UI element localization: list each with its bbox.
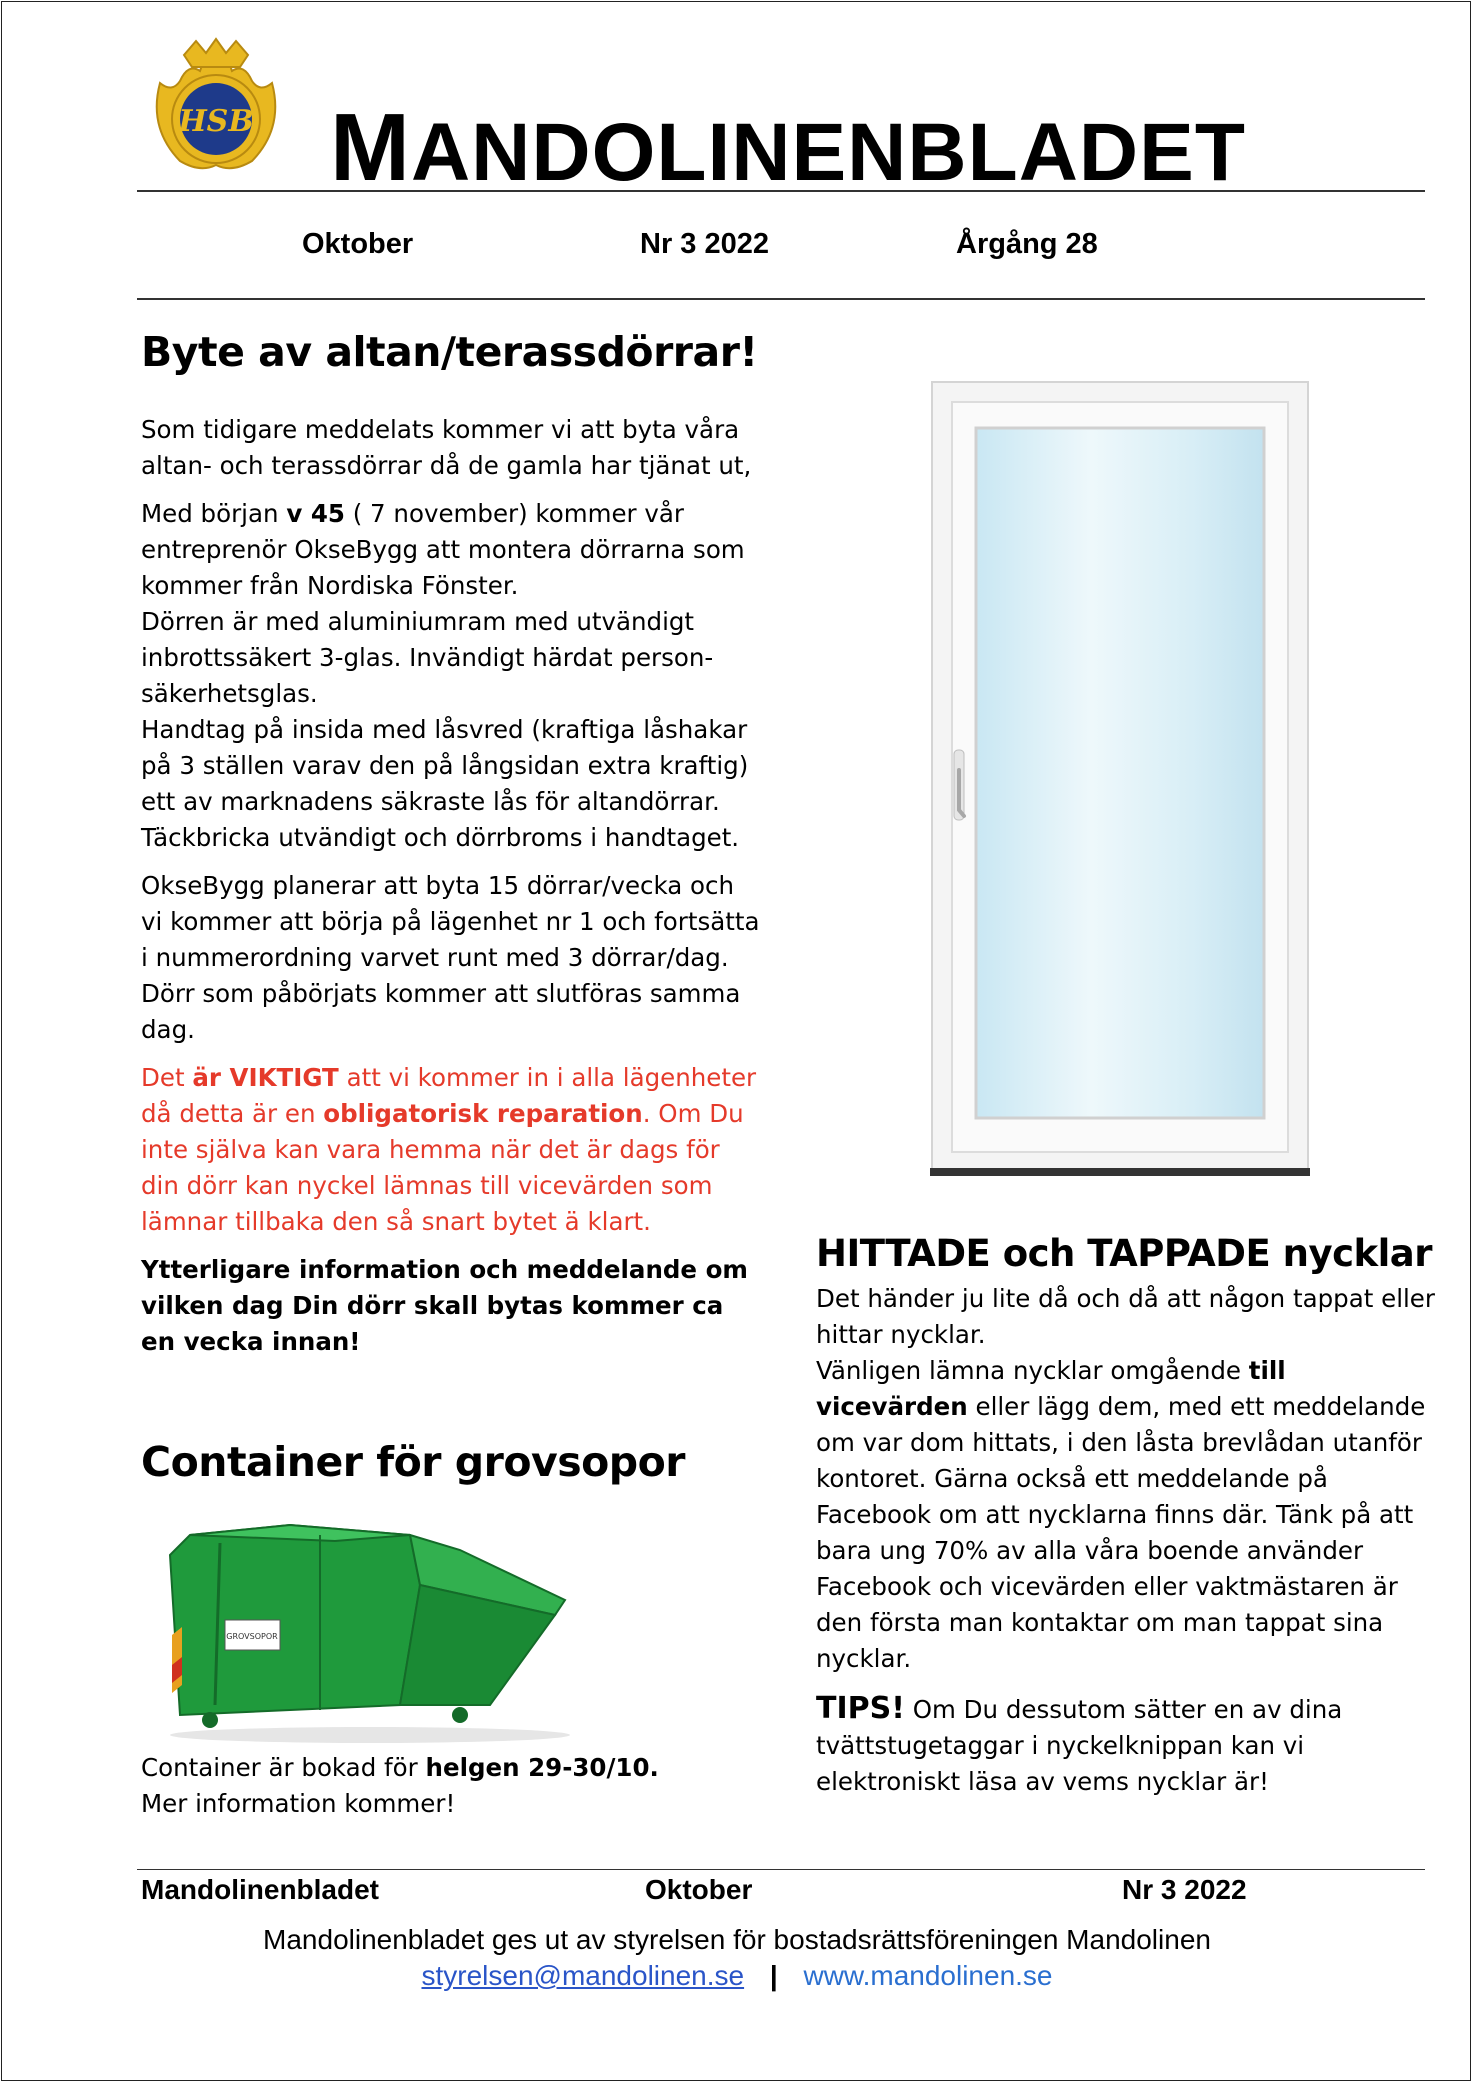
article-doors-important: Det är VIKTIGT att vi kommer in i alla lägenheter då detta är en obligatorisk reparation. Om Du inte själva kan vara hemma när det är dags för din dörr kan nyckel lämnas till vicevärden som lämnar tillbaka den så snart bytet ä klart. — [141, 1063, 757, 1236]
issue-number: Nr 3 2022 — [640, 228, 769, 260]
footer-website-link[interactable]: www.mandolinen.se — [803, 1960, 1053, 1991]
footer-email-link[interactable]: styrelsen@mandolinen.se — [421, 1960, 745, 1991]
issue-month: Oktober — [302, 228, 414, 260]
footer-number: Nr 3 2022 — [1122, 1874, 1247, 1905]
svg-text:HSB: HSB — [178, 104, 254, 139]
header-rule-bottom — [137, 298, 1425, 300]
article-doors — [141, 328, 761, 1372]
article-keys-body: Det händer ju lite då och då att någon tappat eller hittar nycklar. Vänligen lämna nycklar omgående till vicevärden eller lägg dem, med ett meddelande om var dom hittats, i den låsta brevlådan utanför kontoret. Gärna också ett meddelande på Facebook om att nycklarna finns där. Tänk på att bara ung 70% av alla våra boende använder Facebook och vicevärden eller vaktmästaren är den första man kontaktar om man tappat sina nycklar. — [816, 1284, 1435, 1673]
dumpster-container-icon — [160, 1515, 580, 1745]
masthead-title: MANDOLINENBLADET — [330, 94, 1246, 201]
article-doors-intro: Som tidigare meddelats kommer vi att byta våra altan- och terassdörrar då de gamla har tjänat ut, — [141, 415, 752, 480]
article-container-title: Container för grovsopor — [141, 1438, 686, 1486]
footer-contact — [0, 1960, 1474, 1992]
issue-volume: Årgång 28 — [956, 228, 1098, 260]
article-doors-title: Byte av altan/terassdörrar! — [141, 328, 758, 376]
footer-separator: | — [769, 1960, 778, 1991]
article-doors-more-info: Ytterligare information och meddelande om vilken dag Din dörr skall bytas kommer ca en vecka innan! — [141, 1255, 748, 1356]
footer-name: Mandolinenbladet — [141, 1874, 379, 1905]
article-doors-schedule: OkseBygg planerar att byta 15 dörrar/vecka och vi kommer att börja på lägenhet nr 1 och fortsätta i nummerordning varvet runt med 3 dörrar/dag. Dörr som påbörjats kommer att slutföras samma dag. — [141, 871, 760, 1044]
article-container-text: Container är bokad för helgen 29-30/10. Mer information kommer! — [141, 1753, 659, 1818]
svg-text:GROVSOPOR: GROVSOPOR — [226, 1632, 278, 1641]
patio-door-icon — [930, 380, 1310, 1180]
header-rule-top — [137, 190, 1425, 192]
article-doors-details: Med början v 45 ( 7 november) kommer vår entreprenör OkseBygg att montera dörrarna som kommer från Nordiska Fönster. Dörren är med aluminiumram med utvändigt inbrottssäkert 3-glas. Invändigt härdat person-säkerhetsglas. Handtag på insida med låsvred (kraftiga låshakar på 3 ställen varav den på långsidan extra kraftig) ett av marknadens säkraste lås för altandörrar. Täckbricka utvändigt och dörrbroms i handtaget. — [141, 499, 749, 852]
footer-month: Oktober — [645, 1874, 753, 1905]
article-keys-title: HITTADE och TAPPADE nycklar — [816, 1232, 1433, 1275]
footer-publisher-note: Mandolinenbladet ges ut av styrelsen för bostadsrättsföreningen Mandolinen — [263, 1924, 1211, 1955]
article-keys — [816, 1232, 1436, 1812]
hsb-crest-icon — [140, 33, 292, 175]
article-keys-tips: TIPS! Om Du dessutom sätter en av dina tvättstugetaggar i nyckelknippan kan vi elektroniskt läsa av vems nycklar är! — [816, 1691, 1343, 1796]
footer-rule — [137, 1869, 1425, 1870]
